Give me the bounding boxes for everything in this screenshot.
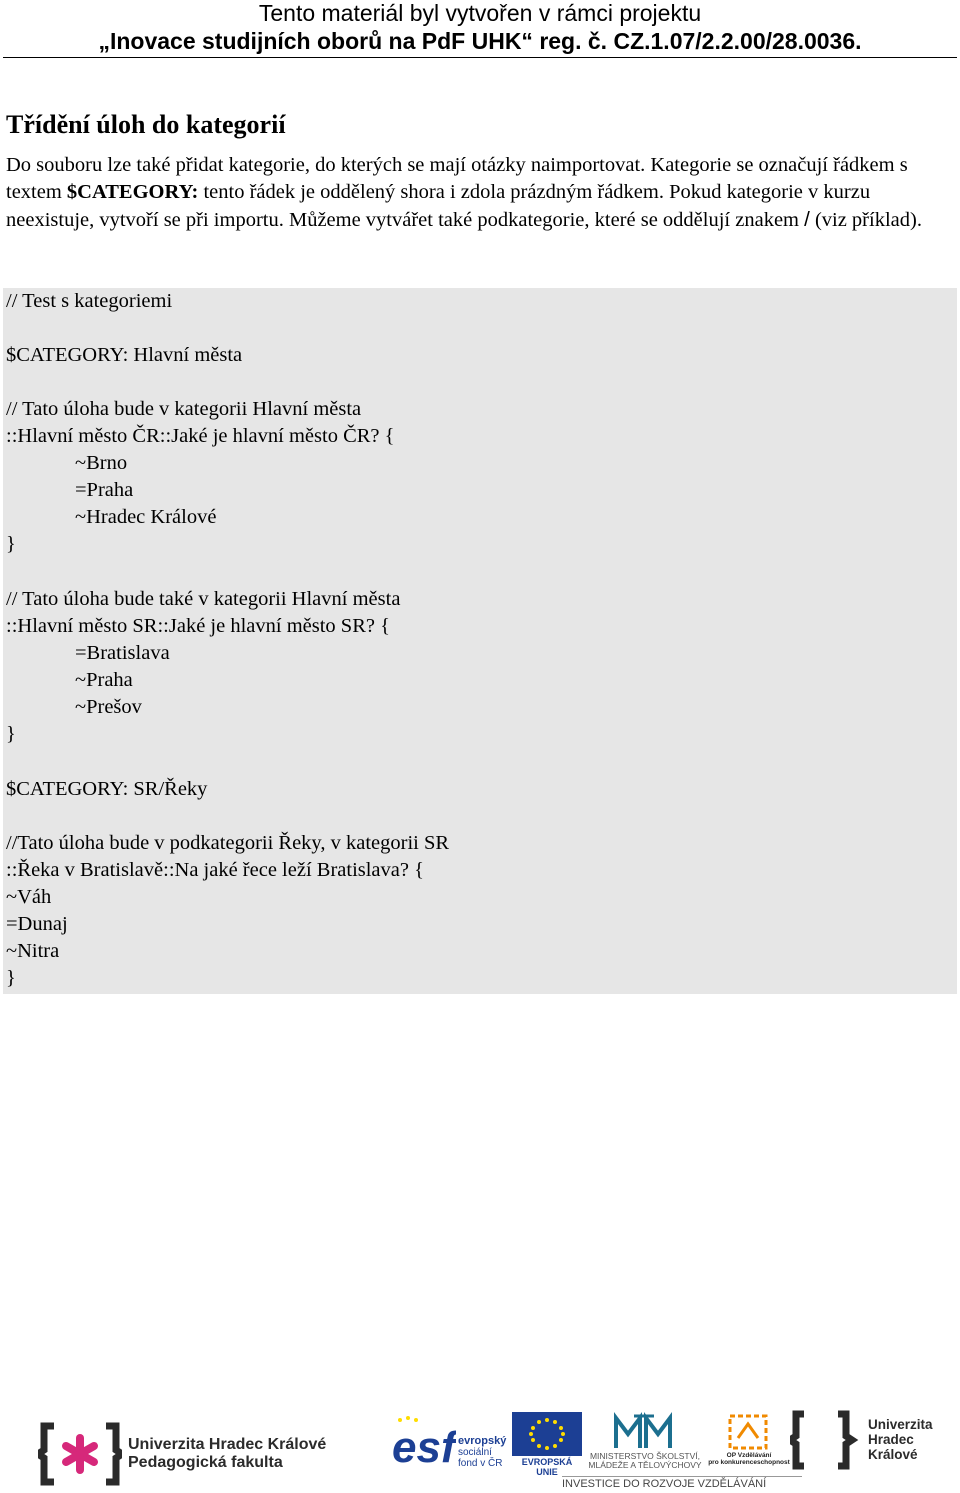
code-line: ::Hlavní město ČR::Jaké je hlavní město ČR? {: [6, 425, 395, 447]
uhk2-line: Hradec: [868, 1432, 914, 1447]
esf-logo-icon: [390, 1412, 456, 1468]
para-text-1: Do souboru lze také přidat kategorie, do kterých se mají otázky naimportovat. Kategorie se označují řádkem s textem: [6, 154, 908, 204]
code-line: ~Prešov: [75, 696, 142, 718]
esf-logo-text: [458, 1436, 506, 1469]
op-line: OP Vzdělávání: [726, 1452, 772, 1459]
eu-flag-icon: [512, 1412, 582, 1456]
eu-label: EVROPSKÁ UNIE: [521, 1457, 573, 1477]
para-text-2: tento řádek je oddělený shora i zdola prázdným řádkem. Pokud kategorie v kurzu neexistuje, vytvoří se při importu. Můžeme vytvářet také podkategorie, které se oddělují znakem: [6, 181, 871, 232]
slash-symbol: /: [804, 208, 810, 232]
uhk2-line: Králové: [868, 1447, 918, 1462]
code-line: ~Brno: [75, 452, 128, 474]
uhk-logo-icon: [790, 1410, 864, 1470]
esf-line: sociální: [458, 1447, 492, 1458]
uhk-logo-text: [868, 1417, 933, 1462]
code-line: =Dunaj: [6, 913, 68, 935]
svg-text:esf: esf: [392, 1423, 456, 1468]
uhk-name: Univerzita Hradec Králové: [128, 1436, 327, 1453]
intro-paragraph: [6, 152, 956, 235]
code-line: // Tato úloha bude také v kategorii Hlavní města: [6, 588, 401, 610]
op-vk-logo-text: [706, 1452, 792, 1466]
pdf-name: Pedagogická fakulta: [128, 1454, 283, 1471]
msmt-logo-icon: [614, 1412, 676, 1452]
para-text-3: (viz příklad).: [809, 209, 922, 232]
code-line: ~Nitra: [6, 940, 60, 962]
code-line: =Bratislava: [75, 642, 170, 664]
op-vk-logo-icon: [726, 1412, 770, 1452]
code-line: ::Řeka v Bratislavě::Na jaké řece leží Bratislava? {: [6, 859, 424, 881]
code-line: ~Praha: [75, 669, 133, 691]
code-line: ~Váh: [6, 886, 52, 908]
header-registration-line: „Inovace studijních oborů na PdF UHK“ reg. č. CZ.1.07/2.2.00/28.0036.: [98, 28, 862, 54]
esf-line: fond v ČR: [458, 1458, 503, 1469]
esf-line: evropský: [458, 1435, 507, 1447]
header-project-line: Tento materiál byl vytvořen v rámci projektu: [258, 0, 702, 26]
code-line: // Test s kategoriemi: [6, 290, 173, 312]
op-line: pro konkurenceschopnost: [708, 1459, 790, 1466]
header-divider: [3, 57, 957, 58]
code-line: ~Hradec Králové: [75, 506, 217, 528]
code-line: }: [6, 723, 16, 745]
code-line: $CATEGORY: SR/Řeky: [6, 778, 208, 800]
uhk-pdf-logo-text: [128, 1436, 326, 1472]
code-line: }: [6, 967, 16, 989]
footer-logos: [0, 1400, 960, 1493]
code-line: }: [6, 533, 16, 555]
investice-slogan: INVESTICE DO ROZVOJE VZDĚLÁVÁNÍ: [562, 1476, 802, 1490]
uhk2-line: Univerzita: [868, 1417, 933, 1432]
code-line: ::Hlavní město SR::Jaké je hlavní město SR? {: [6, 615, 390, 637]
msmt-line: MINISTERSTVO ŠKOLSTVÍ,: [589, 1451, 701, 1461]
category-keyword: $CATEGORY:: [66, 181, 199, 204]
code-example-block: [3, 288, 957, 994]
section-title: Třídění úloh do kategorií: [6, 110, 286, 139]
msmt-line: MLÁDEŽE A TĚLOVÝCHOVY: [588, 1460, 702, 1470]
page-header: [0, 0, 960, 60]
code-line: $CATEGORY: Hlavní města: [6, 344, 243, 366]
uhk-pdf-logo-icon: [38, 1422, 122, 1486]
msmt-logo-text: [585, 1452, 705, 1470]
code-line: // Tato úloha bude v kategorii Hlavní města: [6, 398, 362, 420]
code-line: =Praha: [75, 479, 134, 501]
code-line: //Tato úloha bude v podkategorii Řeky, v kategorii SR: [6, 832, 450, 854]
